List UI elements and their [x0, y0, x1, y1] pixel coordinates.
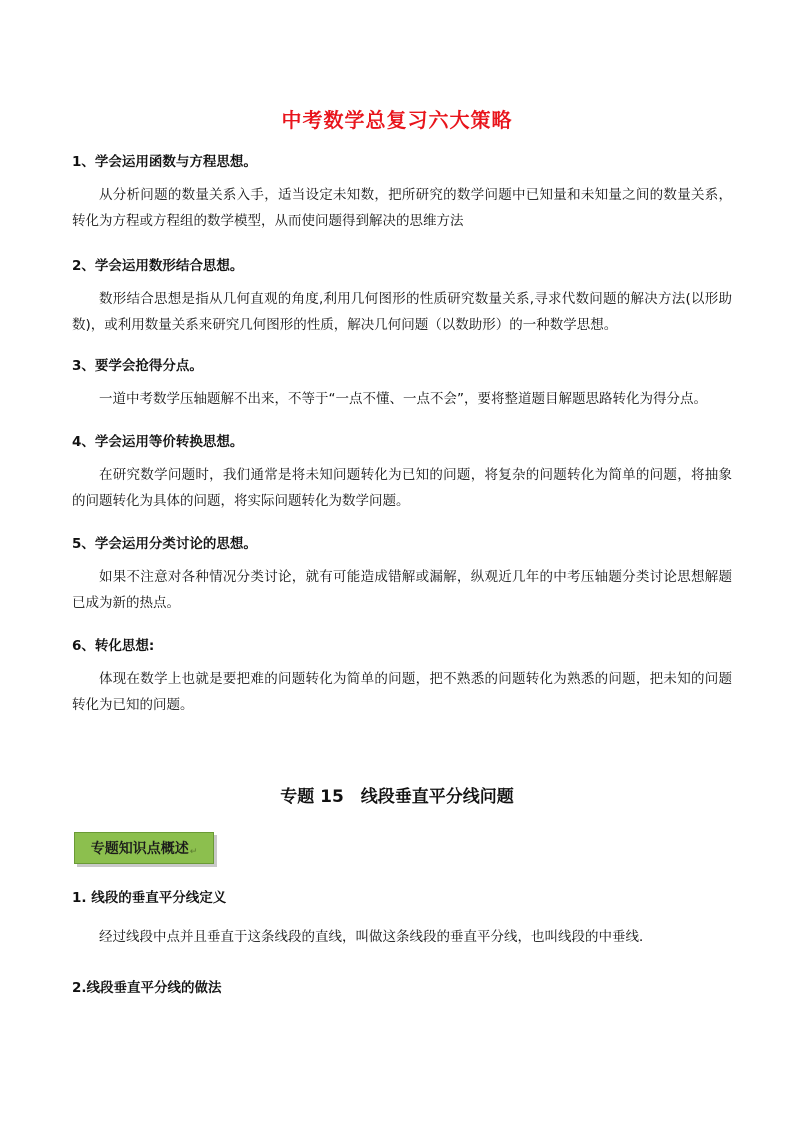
strategy-text: 如果不注意对各种情况分类讨论，就有可能造成错解或漏解，纵观近几年的中考压轴题分类讨论思想解题已成为新的热点。 — [72, 569, 732, 611]
knowledge-tag — [74, 832, 214, 864]
strategy-heading: 6、转化思想: — [72, 638, 155, 654]
strategy-heading: 1、学会运用函数与方程思想。 — [72, 154, 257, 170]
strategy-2 — [72, 256, 732, 338]
knowledge-text: 经过线段中点并且垂直于这条线段的直线，叫做这条线段的垂直平分线，也叫线段的中垂线． — [99, 929, 653, 945]
knowledge-heading: 1. 线段的垂直平分线定义 — [72, 890, 227, 906]
strategy-text: 在研究数学问题时，我们通常是将未知问题转化为已知的问题，将复杂的问题转化为简单的问题，将抽象的问题转化为具体的问题，将实际问题转化为数学问题。 — [72, 467, 732, 509]
strategy-5 — [72, 534, 732, 616]
strategy-heading: 2、学会运用数形结合思想。 — [72, 258, 244, 274]
knowledge-tag-label: 专题知识点概述 — [90, 841, 189, 857]
knowledge-heading: 2.线段垂直平分线的做法 — [72, 980, 222, 996]
return-mark-icon: ↵ — [189, 847, 198, 857]
strategy-text: 从分析问题的数量关系入手，适当设定未知数，把所研究的数学问题中已知量和未知量之间的数量关系，转化为方程或方程组的数学模型，从而使问题得到解决的思维方法 — [72, 187, 732, 229]
strategy-text: 数形结合思想是指从几何直观的角度,利用几何图形的性质研究数量关系,寻求代数问题的解决方法(以形助数)，或利用数量关系来研究几何图形的性质，解决几何问题（以数助形）的一种数学思想。 — [72, 291, 732, 333]
page-title: 中考数学总复习六大策略 — [281, 108, 513, 132]
strategy-4 — [72, 432, 732, 514]
strategy-1 — [72, 152, 732, 234]
strategy-text: 一道中考数学压轴题解不出来，不等于“一点不懂、一点不会”，要将整道题目解题思路转化为得分点。 — [99, 391, 707, 407]
knowledge-2 — [72, 978, 732, 998]
topic-title: 专题 15 线段垂直平分线问题 — [280, 787, 514, 807]
strategy-6 — [72, 636, 732, 718]
strategy-heading: 5、学会运用分类讨论的思想。 — [72, 536, 257, 552]
strategy-text: 体现在数学上也就是要把难的问题转化为简单的问题，把不熟悉的问题转化为熟悉的问题，把未知的问题转化为已知的问题。 — [72, 671, 732, 713]
strategy-3 — [72, 356, 732, 412]
strategy-heading: 4、学会运用等价转换思想。 — [72, 434, 244, 450]
strategy-heading: 3、要学会抢得分点。 — [72, 358, 203, 374]
knowledge-1 — [72, 888, 732, 950]
